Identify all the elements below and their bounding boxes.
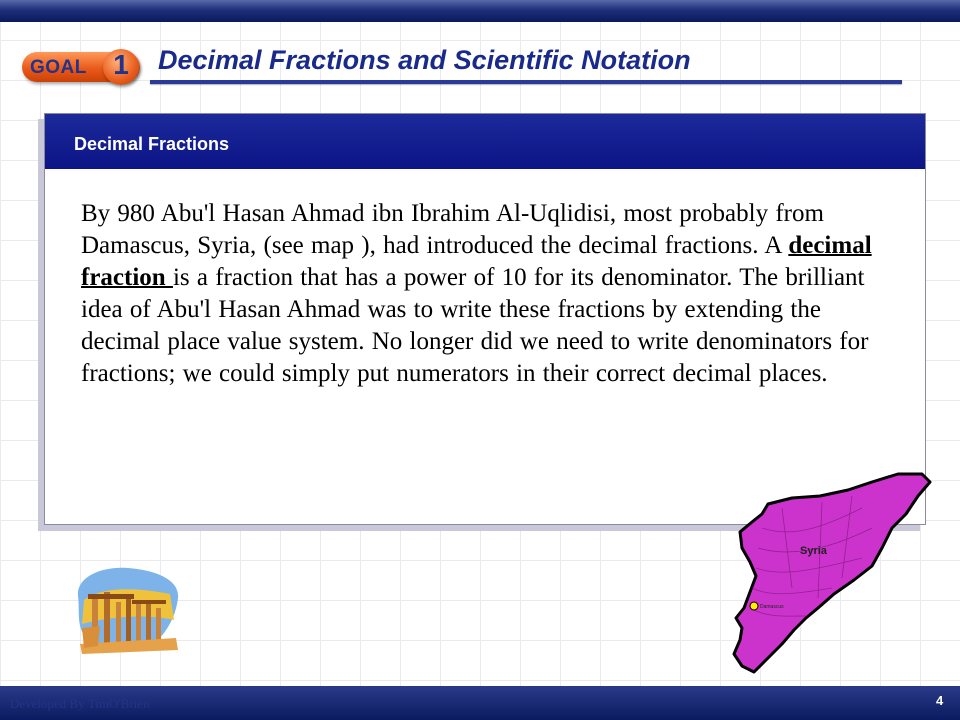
syria-map	[722, 468, 936, 680]
page-number: 4	[936, 693, 944, 708]
goal-number: 1	[113, 49, 129, 80]
footer-credit: Developed By TimO'Brien	[10, 696, 150, 711]
title-underline	[150, 80, 902, 84]
goal-label: GOAL	[30, 57, 87, 78]
content-panel	[44, 113, 926, 525]
damascus-marker	[750, 602, 758, 610]
panel-header-title: Decimal Fractions	[74, 134, 230, 154]
body-text-start: By 980 Abu'l Hasan Ahmad ibn Ibrahim Al-Uqlidisi, most probably from Damascus, Syria, (see map ), had introduced the decimal fractions. A	[81, 200, 824, 259]
body-paragraph	[81, 198, 901, 390]
body-text-end: is a fraction that has a power of 10 for its denominator. The brilliant idea of Abu'l Hasan Ahmad was to write these fractions by extending the decimal place value system. No longer did we need to write denominators for fractions; we could simply put numerators in their correct decimal places.	[81, 264, 869, 387]
map-country-label: Syria	[800, 545, 827, 557]
panel-header	[45, 114, 925, 169]
top-banner	[0, 0, 960, 22]
map-city-label: Damascus	[760, 604, 784, 610]
ancient-ruins-clipart	[70, 558, 186, 658]
defined-term: decimal fraction	[81, 232, 872, 291]
slide-title: Decimal Fractions and Scientific Notation	[158, 45, 691, 75]
